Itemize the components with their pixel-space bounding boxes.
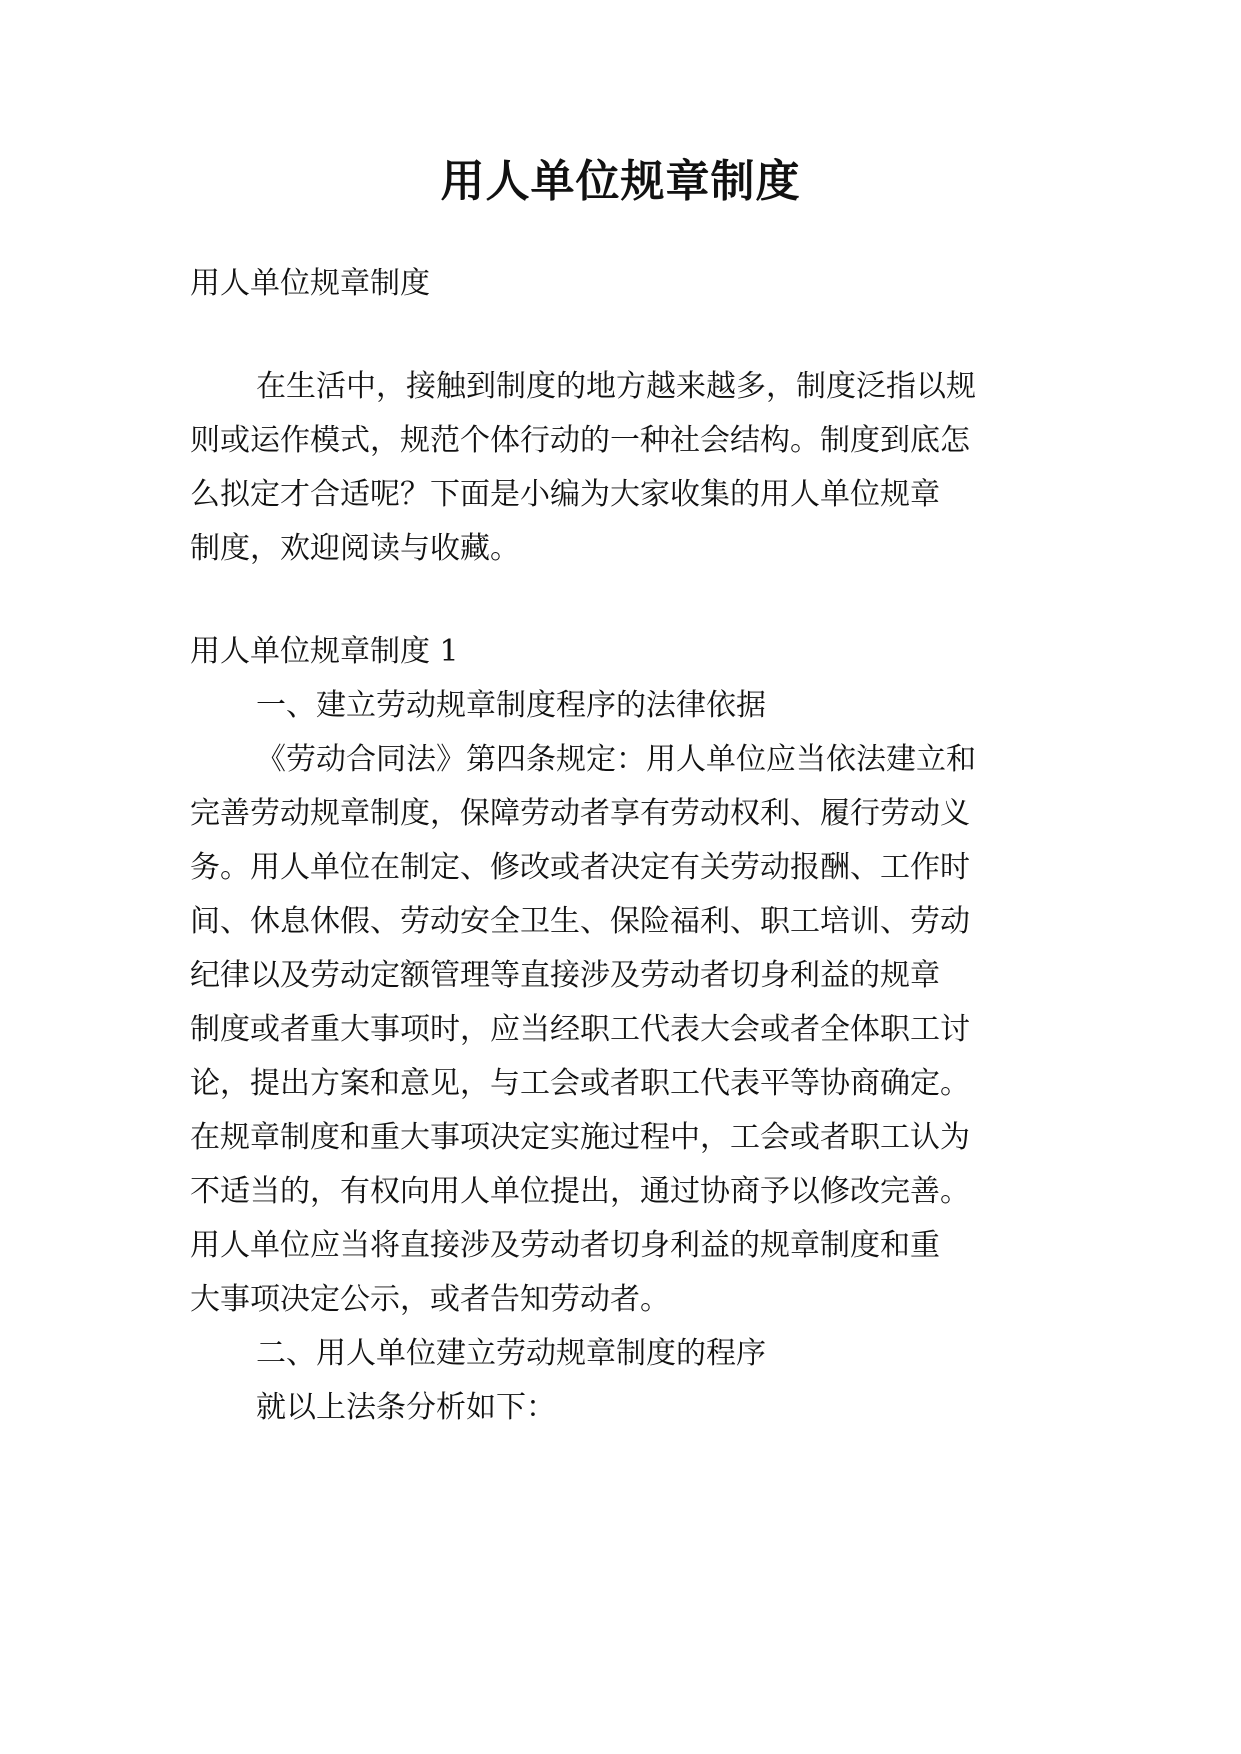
law-line-8: 在规章制度和重大事项决定实施过程中，工会或者职工认为 [190,1120,970,1155]
law-line-3: 务。用人单位在制定、修改或者决定有关劳动报酬、工作时 [190,850,970,885]
point-two-heading: 二、用人单位建立劳动规章制度的程序 [256,1336,766,1371]
document-subtitle: 用人单位规章制度 [190,266,430,301]
law-line-7: 论，提出方案和意见，与工会或者职工代表平等协商确定。 [190,1066,970,1101]
intro-line-3: 么拟定才合适呢？下面是小编为大家收集的用人单位规章 [190,477,940,512]
law-line-1: 《劳动合同法》第四条规定：用人单位应当依法建立和 [256,742,976,777]
section-heading: 用人单位规章制度 1 [190,634,459,669]
point-one-heading: 一、建立劳动规章制度程序的法律依据 [256,688,766,723]
law-line-5: 纪律以及劳动定额管理等直接涉及劳动者切身利益的规章 [190,958,940,993]
law-line-6: 制度或者重大事项时，应当经职工代表大会或者全体职工讨 [190,1012,970,1047]
law-line-10: 用人单位应当将直接涉及劳动者切身利益的规章制度和重 [190,1228,940,1263]
intro-line-2: 则或运作模式，规范个体行动的一种社会结构。制度到底怎 [190,423,970,458]
intro-line-1: 在生活中，接触到制度的地方越来越多，制度泛指以规 [256,369,976,404]
analysis-line: 就以上法条分析如下： [256,1390,556,1425]
intro-line-4: 制度，欢迎阅读与收藏。 [190,531,520,566]
document-title: 用人单位规章制度 [440,156,801,207]
law-line-4: 间、休息休假、劳动安全卫生、保险福利、职工培训、劳动 [190,904,970,939]
law-line-2: 完善劳动规章制度，保障劳动者享有劳动权利、履行劳动义 [190,796,970,831]
law-line-11: 大事项决定公示，或者告知劳动者。 [190,1282,670,1317]
law-line-9: 不适当的，有权向用人单位提出，通过协商予以修改完善。 [190,1174,970,1209]
